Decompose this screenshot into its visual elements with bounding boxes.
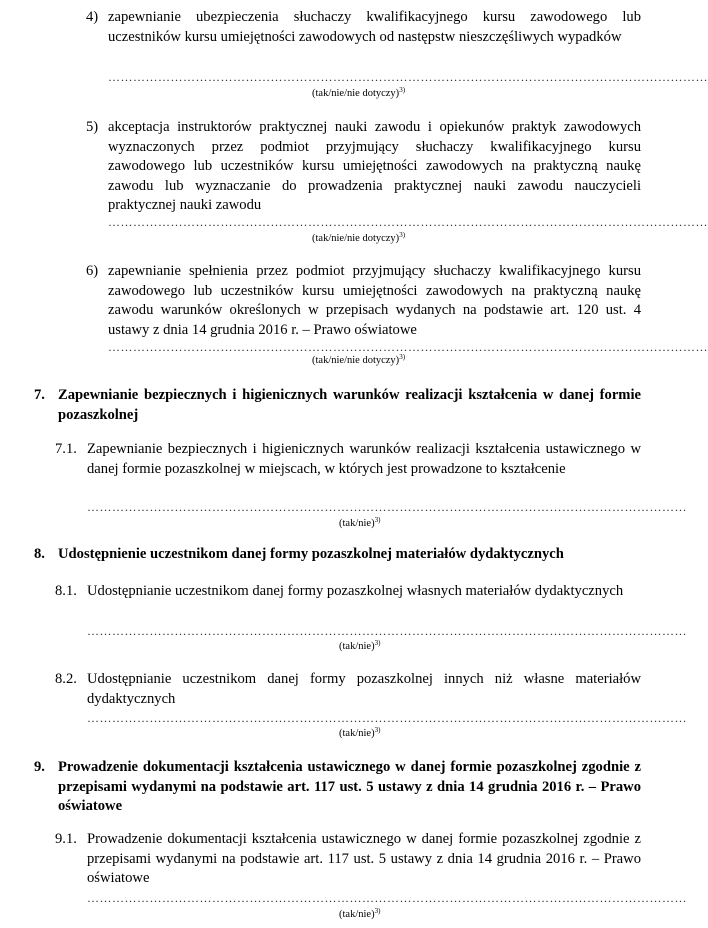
answer-line: ………………………………………………………………………………………………………………………………: [108, 340, 708, 354]
subitem-text: Zapewnianie bezpiecznych i higienicznych warunków realizacji kształcenia ustawicznego w danej formie pozaszkolnej w miejscach, w których jest prowadzone to kształcenie: [87, 441, 641, 477]
section-number: 7.: [34, 387, 45, 403]
answer-caption: (tak/nie/nie dotyczy)$^{3)}$: [312, 86, 406, 99]
item-number: 4): [86, 9, 99, 25]
subitem-text: Prowadzenie dokumentacji kształcenia ustawicznego w danej formie pozaszkolnej zgodnie z przepisami wydanymi na podstawie art. 117 ust. 5 ustawy z dnia 14 grudnia 2016 r. – Prawo oświatowe: [87, 831, 641, 886]
answer-line: ………………………………………………………………………………………………………………………………: [87, 711, 687, 725]
item-text: zapewnianie spełnienia przez podmiot przyjmujący słuchaczy kwalifikacyjnego kursu zawodowego lub uczestników kursu umiejętności zawodowych na praktyczną naukę zawodu warunków określonych w przepisach wydanych na podstawie art. 120 ust. 4 ustawy z dnia 14 grudnia 2016 r. – Prawo oświatowe: [108, 263, 641, 338]
item-text: akceptacja instruktorów praktycznej nauki zawodu i opiekunów praktyk zawodowych wyznaczonych przez podmiot przyjmujący słuchaczy kwalifikacyjnego kursu zawodowego lub uczestników kursu umiejętności zawodowych na praktyczną naukę zawodu lub wyznaczanie do prowadzenia praktycznej nauki zawodu nauczycieli praktycznej nauki zawodu: [108, 119, 641, 213]
section-heading-7: [34, 386, 641, 425]
list-item-5: [86, 118, 641, 216]
subitem-number: 9.1.: [55, 831, 77, 847]
item-text: zapewnianie ubezpieczenia słuchaczy kwalifikacyjnego kursu zawodowego lub uczestników kursu umiejętności zawodowych od następstw nieszczęśliwych wypadków: [108, 9, 641, 45]
list-item-6: [86, 262, 641, 340]
subitem-8-1: [55, 582, 641, 602]
section-title: Prowadzenie dokumentacji kształcenia ustawicznego w danej formie pozaszkolnej zgodnie z przepisami wydanymi na podstawie art. 117 ust. 5 ustawy z dnia 14 grudnia 2016 r. – Prawo oświatowe: [58, 759, 641, 814]
answer-line: ………………………………………………………………………………………………………………………………: [87, 891, 687, 905]
answer-caption: $(tak/nie)^{3)}$: [339, 907, 381, 920]
section-title: Zapewnianie bezpiecznych i higienicznych warunków realizacji kształcenia w danej formie pozaszkolnej: [58, 387, 641, 423]
subitem-text: Udostępnianie uczestnikom danej formy pozaszkolnej własnych materiałów dydaktycznych: [87, 583, 624, 599]
subitem-number: 7.1.: [55, 441, 77, 457]
subitem-number: 8.2.: [55, 671, 77, 687]
answer-caption: $(tak/nie)^{3)}$: [339, 516, 381, 529]
answer-line: ………………………………………………………………………………………………………………………………: [87, 500, 687, 514]
answer-caption: (tak/nie/nie dotyczy)$^{3)}$: [312, 231, 406, 244]
section-number: 9.: [34, 759, 45, 775]
subitem-number: 8.1.: [55, 583, 77, 599]
subitem-8-2: [55, 670, 641, 709]
subitem-text: Udostępnianie uczestnikom danej formy pozaszkolnej innych niż własne materiałów dydaktycznych: [87, 671, 641, 707]
answer-caption: (tak/nie/nie dotyczy)$^{3)}$: [312, 353, 406, 366]
list-item-4: [86, 8, 641, 47]
section-number: 8.: [34, 546, 45, 562]
answer-line: ………………………………………………………………………………………………………………………………: [108, 215, 708, 229]
answer-caption: $(tak/nie)^{3)}$: [339, 639, 381, 652]
subitem-7-1: [55, 440, 641, 479]
section-heading-8: [34, 545, 641, 565]
answer-caption: $(tak/nie)^{3)}$: [339, 726, 381, 739]
item-number: 5): [86, 119, 99, 135]
section-title: Udostępnienie uczestnikom danej formy pozaszkolnej materiałów dydaktycznych: [58, 546, 564, 562]
subitem-9-1: [55, 830, 641, 889]
answer-line: ………………………………………………………………………………………………………………………………: [108, 70, 708, 84]
section-heading-9: [34, 758, 641, 817]
answer-line: ………………………………………………………………………………………………………………………………: [87, 624, 687, 638]
item-number: 6): [86, 263, 99, 279]
